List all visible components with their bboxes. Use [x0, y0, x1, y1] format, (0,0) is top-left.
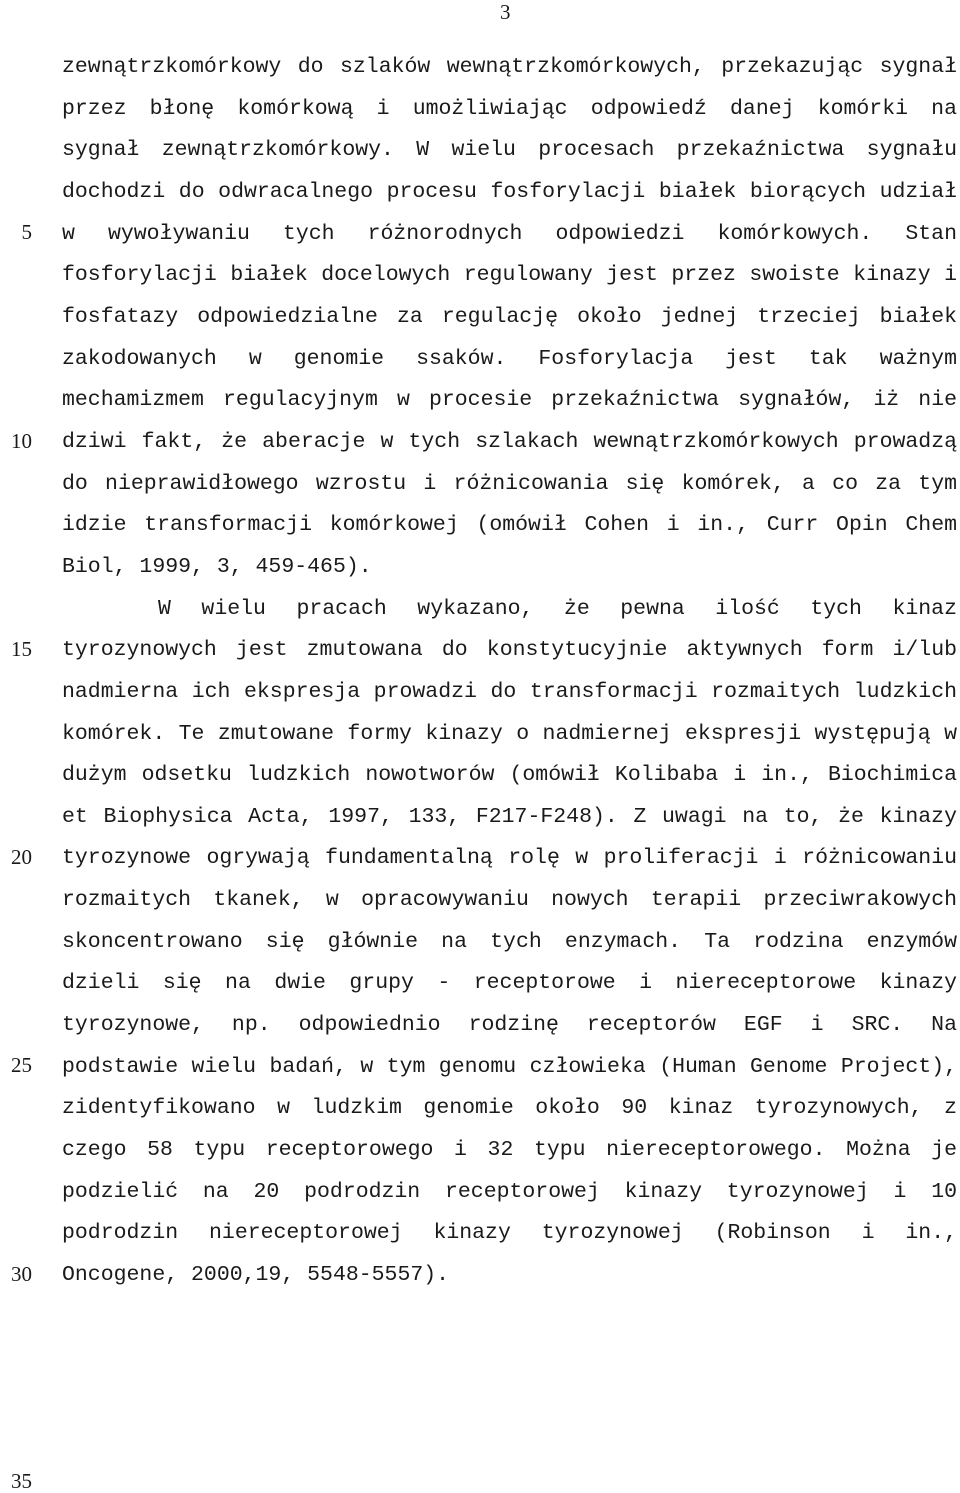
line-number: 5 [21, 220, 32, 244]
document-body [62, 47, 957, 1297]
line-number: 20 [11, 845, 32, 869]
page-number: 3 [500, 0, 511, 24]
line-number: 10 [11, 429, 32, 453]
line-number: 30 [11, 1262, 32, 1286]
line-number: 35 [11, 1469, 32, 1493]
line-number: 25 [11, 1053, 32, 1077]
paragraph: W wielu pracach wykazano, że pewna ilość tych kinaz tyrozynowych jest zmutowana do konstytucyjnie aktywnych form i/lub nadmierna ich ekspresja prowadzi do transformacji rozmaitych ludzkich komórek. Te zmutowane formy kinazy o nadmiernej ekspresji występują w dużym odsetku ludzkich nowotworów (omówił Kolibaba i in., Biochimica et Biophysica Acta, 1997, 133, F217-F248). Z uwagi na to, że kinazy tyrozynowe ogrywają fundamentalną rolę w proliferacji i różnicowaniu rozmaitych tkanek, w opracowywaniu nowych terapii przeciwrakowych skoncentrowano się głównie na tych enzymach. Ta rodzina enzymów dzieli się na dwie grupy - receptorowe i niereceptorowe kinazy tyrozynowe, np. odpowiednio rodzinę receptorów EGF i SRC. Na podstawie wielu badań, w tym genomu człowieka (Human Genome Project), zidentyfikowano w ludzkim genomie około 90 kinaz tyrozynowych, z czego 58 typu receptorowego i 32 typu niereceptorowego. Można je podzielić na 20 podrodzin receptorowej kinazy tyrozynowej i 10 podrodzin niereceptorowej kinazy tyrozynowej (Robinson i in., Oncogene, 2000,19, 5548-5557). [62, 596, 957, 1288]
paragraph: zewnątrzkomórkowy do szlaków wewnątrzkomórkowych, przekazując sygnał przez błonę komórkową i umożliwiając odpowiedź danej komórki na sygnał zewnątrzkomórkowy. W wielu procesach przekaźnictwa sygnału dochodzi do odwracalnego procesu fosforylacji białek biorących udział w wywoływaniu tych różnorodnych odpowiedzi komórkowych. Stan fosforylacji białek docelowych regulowany jest przez swoiste kinazy i fosfatazy odpowiedzialne za regulację około jednej trzeciej białek zakodowanych w genomie ssaków. Fosforylacja jest tak ważnym mechamizmem regulacyjnym w procesie przekaźnictwa sygnałów, iż nie dziwi fakt, że aberacje w tych szlakach wewnątrzkomórkowych prowadzą do nieprawidłowego wzrostu i różnicowania się komórek, a co za tym idzie transformacji komórkowej (omówił Cohen i in., Curr Opin Chem Biol, 1999, 3, 459-465). [62, 55, 957, 579]
line-number-margin [0, 0, 40, 1493]
line-number: 15 [11, 637, 32, 661]
